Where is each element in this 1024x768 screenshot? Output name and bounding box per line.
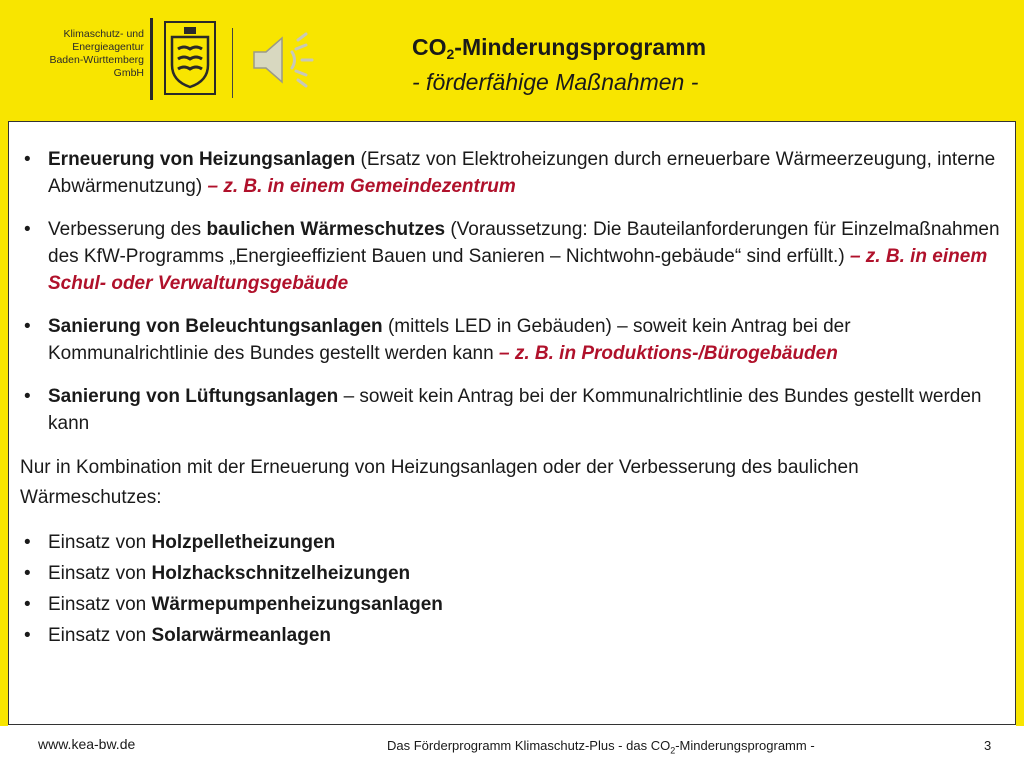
measure-item: • Einsatz von Wärmepumpenheizungsanlagen [24, 594, 443, 615]
footer-url-link[interactable]: www.kea-bw.de [38, 736, 136, 752]
bullet-item: • Sanierung von Lüftungsanlagen – soweit kein Antrag bei der Kommunalrichtlinie des Bundes gestellt werden kann [24, 386, 982, 434]
slide-subtitle: - förderfähige Maßnahmen - [412, 69, 699, 95]
slide-title-block [412, 33, 972, 96]
speaker-icon[interactable] [250, 30, 320, 90]
page-number: 3 [984, 738, 992, 753]
slide-title: $CO_2$-Minderungsprogramm [412, 34, 707, 62]
measure-item: • Einsatz von Holzhackschnitzelheizungen [24, 563, 411, 584]
coat-of-arms-icon [164, 21, 216, 95]
logo-divider [150, 18, 153, 100]
right-border-band [1016, 121, 1024, 726]
bullet-item: • Sanierung von Beleuchtungsanlagen (mittels LED in Gebäuden) – soweit kein Antrag bei der Kommunalrichtlinie des Bundes gestellt werden kann – z. B. in Produktions-/Bürogebäuden [24, 316, 851, 364]
combination-paragraph: Nur in Kombination mit der Erneuerung von Heizungsanlagen oder der Verbesserung des baulichen Wärmeschutzes: [20, 457, 859, 508]
measure-item: • Einsatz von Solarwärmeanlagen [24, 625, 332, 646]
logo-line: Klimaschutz- und [63, 28, 144, 40]
measures-list [20, 529, 1005, 649]
bullet-item: • Verbesserung des baulichen Wärmeschutzes (Voraussetzung: Die Bauteilanforderungen für Einzelmaßnahmen des KfW-Programms „Energieeffizient Bauen und Sanieren – Nichtwohn-gebäude“ sind erfüllt.) – z. B. in einem Schul- oder Verwaltungsgebäude [24, 219, 1000, 294]
slide-content [20, 146, 1005, 653]
bullet-item: • Erneuerung von Heizungsanlagen (Ersatz von Elektroheizungen durch erneuerbare Wärmeerzeugung, interne Abwärmenutzung) – z. B. in einem Gemeindezentrum [24, 149, 996, 197]
logo-line: GmbH [113, 67, 144, 79]
left-border-band [0, 121, 8, 726]
logo-line: Energieagentur [72, 41, 144, 53]
footer-title: Das Förderprogramm Klimaschutz-Plus - das $CO_2$-Minderungsprogramm - [387, 738, 815, 756]
header-separator [232, 28, 233, 98]
measure-item: • Einsatz von Holzpelletheizungen [24, 532, 336, 553]
kea-logo-text [14, 28, 144, 80]
logo-line: Baden-Württemberg [49, 54, 144, 66]
